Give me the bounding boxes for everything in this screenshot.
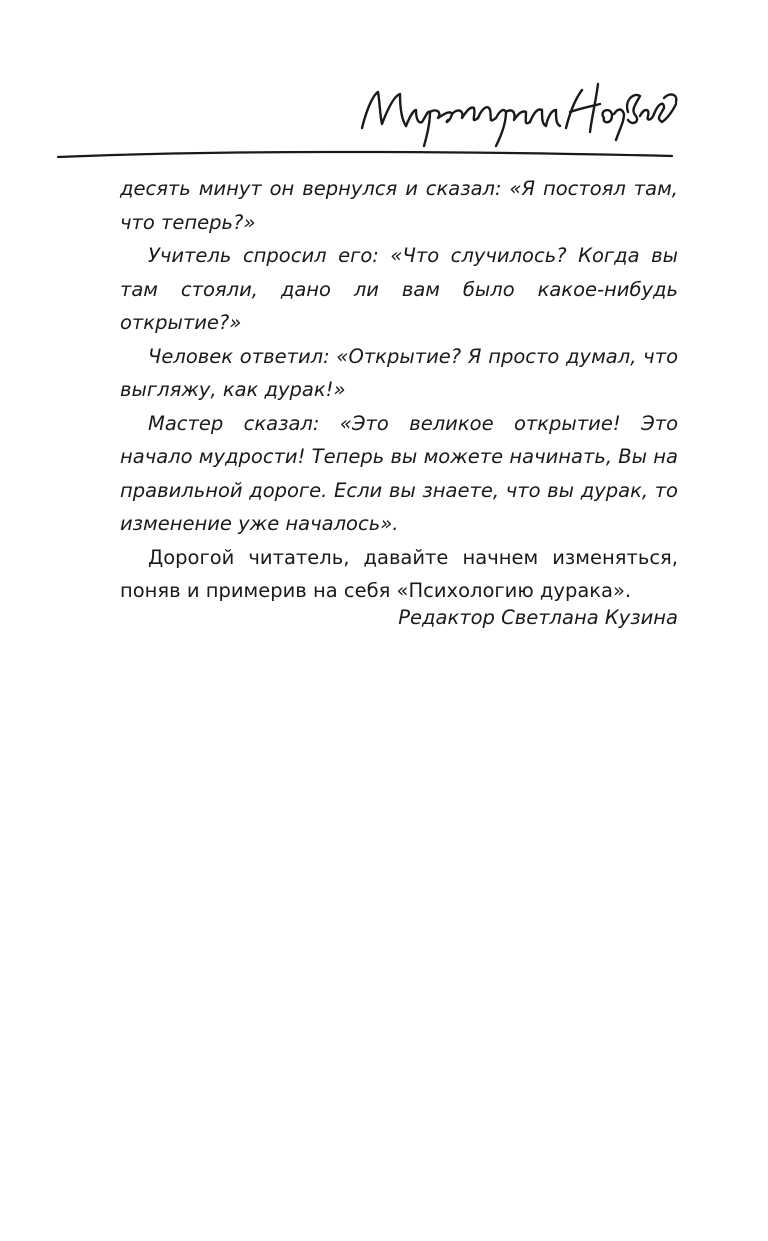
paragraph-3: Человек ответил: «Открытие? Я просто думал, что выгляжу, как дурак!» xyxy=(120,344,678,401)
paragraph-5: Дорогой читатель, давайте начнем изменяться, поняв и примерив на себя «Психологию дурака». xyxy=(120,545,678,602)
paragraph-1: десять минут он вернулся и сказал: «Я постоял там, что теперь?» xyxy=(120,177,678,234)
paragraph-4: Мастер сказал: «Это великое открытие! Это начало мудрости! Теперь вы можете начинать, Вы на правильной дороге. Если вы знаете, что вы дурак, то изменение уже началось». xyxy=(120,411,678,535)
author-signature-logo xyxy=(0,0,768,175)
page-header xyxy=(0,0,768,175)
paragraph-2: Учитель спросил его: «Что случилось? Когда вы там стояли, дано ли вам было какое-нибудь открытие?» xyxy=(120,244,678,334)
main-text xyxy=(120,172,678,608)
editor-credit: Редактор Светлана Кузина xyxy=(398,606,678,629)
